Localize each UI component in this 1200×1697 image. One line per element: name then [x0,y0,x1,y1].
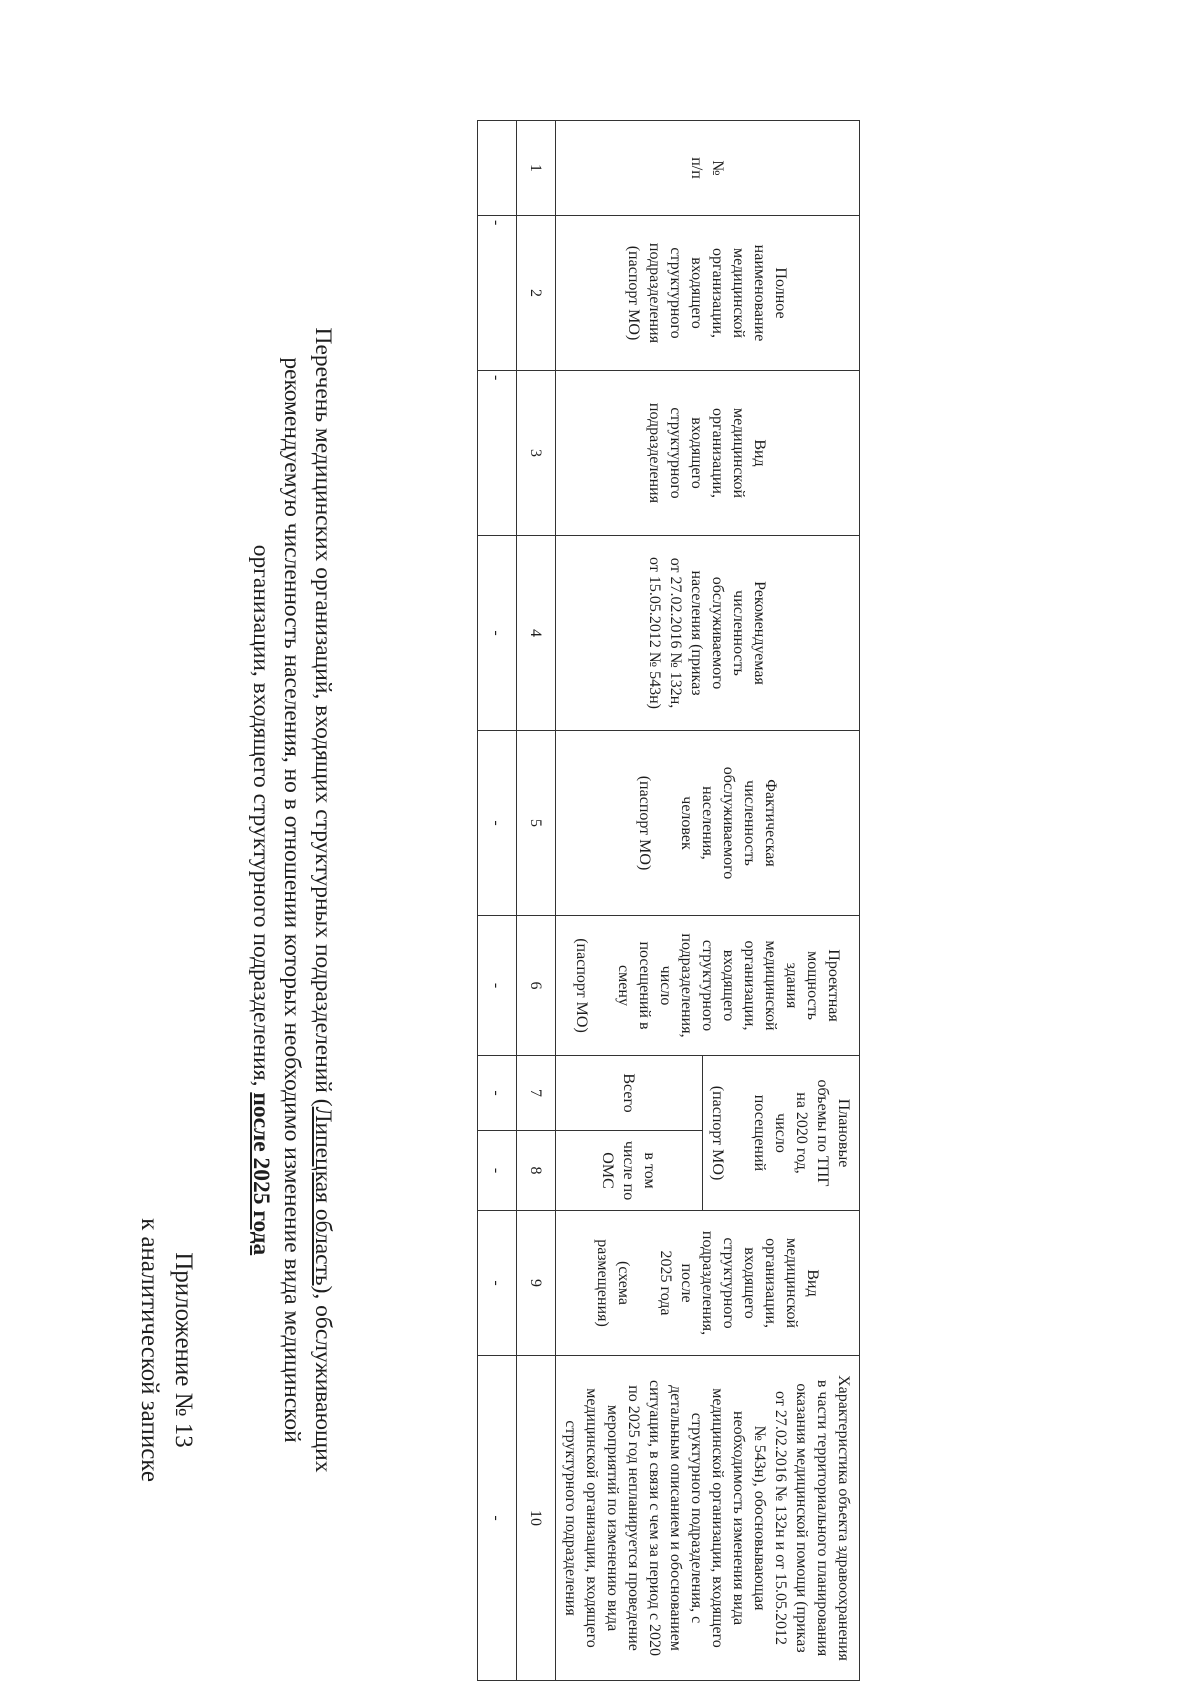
header-text-line: численность [730,590,748,676]
header-cell-oms [556,1131,703,1211]
header-text-line: объемы по ТПГ [814,1079,832,1187]
header-text-line: структурного [699,939,716,1032]
header-cell [556,916,860,1056]
title-period: после 2025 года [248,1092,274,1256]
header-text-line: медицинской организации, входящего [583,1388,601,1648]
document-title [245,310,338,1490]
header-text-line: на 2020 год, [793,1092,811,1174]
header-text-line: число [657,965,674,1006]
header-text-line: (схема [615,1260,632,1306]
header-text-line: численность [741,780,758,866]
table-cell: - [478,1056,517,1131]
header-text-line: в части территориального планирования [814,1379,832,1657]
header-text-line [655,735,676,911]
header-text-line: структурного подразделения, с [688,1412,706,1624]
table-row [478,121,517,1681]
header-text-line: медицинской [762,940,779,1031]
column-number: 5 [517,731,556,916]
header-text-line [634,1215,655,1351]
header-text-line: размещения) [594,1239,611,1327]
header-text-line: структурного [720,1237,737,1329]
header-text-line: населения (приказ [688,570,706,696]
header-text-line: п/п [688,157,706,179]
title-line-2: рекомендуемую численность населения, но в отношении которых необходимо изменение вида медицинской [279,357,305,1443]
header-text-line: подразделения [646,402,664,504]
header-text-line: подразделения, [678,933,695,1038]
header-text-line: организации, [709,248,727,338]
column-number: 7 [517,1056,556,1131]
header-text-line: Рекомендуемая [751,581,769,685]
table-cell: - [478,1211,517,1356]
table-cell: - [478,216,517,371]
header-text-line: входящего [688,417,706,489]
appendix-reference: к аналитической записке [136,1218,163,1482]
header-text-line: мощность [804,951,821,1020]
header-text-line: организации, [762,1238,779,1328]
column-number: 1 [517,121,556,216]
header-text-line: после [678,1263,695,1303]
table-cell: - [478,536,517,731]
header-text-line: обслуживаемого [720,766,737,880]
table-cell: - [478,731,517,916]
header-text-line: Плановые [835,1098,853,1168]
header-text-line: (паспорт МО) [709,1085,727,1181]
header-text-line: ОМС [599,1152,617,1189]
header-text-line: мероприятий по изменению вида [604,1404,622,1632]
header-cell [556,536,860,731]
header-text-line: Фактическая [762,779,779,867]
header-cell [556,731,860,916]
header-text-line: организации, [741,940,758,1031]
header-cell [556,1356,860,1681]
header-text-line: медицинской [730,247,748,339]
header-text-line: подразделения [646,242,664,344]
header-text-line: Полное [772,267,790,319]
header-text-line: Проектная [825,949,842,1022]
header-text-line: медицинской [783,1238,800,1329]
column-numbers-row [517,121,556,1681]
header-text-line: число [772,1113,790,1153]
header-text-line: наименование [751,244,769,342]
column-number: 2 [517,216,556,371]
organizations-table [477,120,860,1681]
table-cell [478,121,517,216]
appendix-number: Приложение № 13 [170,1252,197,1448]
table-cell: - [478,1131,517,1211]
header-text-line: входящего [688,257,706,329]
column-number: 9 [517,1211,556,1356]
column-number: 3 [517,371,556,536]
header-text-line [592,920,613,1051]
column-number: 4 [517,536,556,731]
header-text-line: здания [783,962,800,1009]
header-cell [556,121,860,216]
header-text-line: необходимость изменения вида [730,1410,748,1626]
header-text-line: организации, [709,408,727,498]
header-text-line: по 2025 год непланируется проведение [625,1385,643,1651]
column-number: 6 [517,916,556,1056]
table-cell: - [478,371,517,536]
table-cell: - [478,1356,517,1681]
header-text-line: от 27.02.2016 № 132н, [667,557,685,709]
header-text-line: № [709,160,727,176]
header-cell-group [703,1056,860,1211]
header-text-line: человек [678,796,695,850]
header-text-line: структурного [667,247,685,339]
header-text-line: числе по [620,1140,638,1201]
header-text-line: медицинской организации, входящего [709,1388,727,1648]
header-text-line: ситуации, в связи с чем за период с 2020 [646,1379,664,1657]
header-text-line: (паспорт МО) [573,938,590,1033]
appendix-label [132,1160,200,1540]
column-number: 8 [517,1131,556,1211]
header-text-line: (паспорт МО) [625,245,643,341]
header-text-line: входящего [741,1247,758,1319]
header-text-line: 2025 года [657,1250,674,1316]
header-cell [556,216,860,371]
header-text-line: от 27.02.2016 № 132н и от 15.05.2012 [772,1391,790,1645]
header-text-line: Характеристика объекта здравоохранения [835,1375,853,1661]
header-text-line: подразделения, [699,1230,716,1336]
header-cell [556,1211,860,1356]
header-text-line: структурного подразделения [562,1420,580,1616]
header-text-line: (паспорт МО) [636,775,653,871]
title-line-1: Перечень медицинских организаций, входящих структурных подразделений (Липецкая область), обслуживающих [310,327,336,1473]
header-text-line: смену [615,965,632,1006]
header-text-line: в том [641,1152,659,1189]
region-name: Липецкая область [310,1106,336,1286]
header-text-line: населения, [699,786,716,860]
header-text-line: от 15.05.2012 № 543н) [646,557,664,709]
header-text-line [729,1060,750,1206]
header-text-line: Вид [804,1269,821,1297]
table-cell: - [478,916,517,1056]
header-text-line: детальным описанием и обоснованием [667,1385,685,1651]
header-text-line: оказания медицинской помощи (приказ [793,1383,811,1653]
header-text-line: посещений [751,1094,769,1172]
header-cell [556,371,860,536]
header-text-line: медицинской [730,407,748,499]
header-text-line: входящего [720,949,737,1022]
header-text-line: № 543н), обосновывающая [751,1425,769,1611]
header-row [703,121,860,1681]
column-number: 10 [517,1356,556,1681]
header-text-line: структурного [667,407,685,499]
header-text-line: Вид [751,439,769,467]
header-text-line: посещений в [636,941,653,1030]
header-text-line: обслуживаемого [709,576,727,690]
title-line-3: организации, входящего структурного подразделения, после 2025 года [248,544,274,1256]
header-cell-total: Всего [556,1056,703,1131]
